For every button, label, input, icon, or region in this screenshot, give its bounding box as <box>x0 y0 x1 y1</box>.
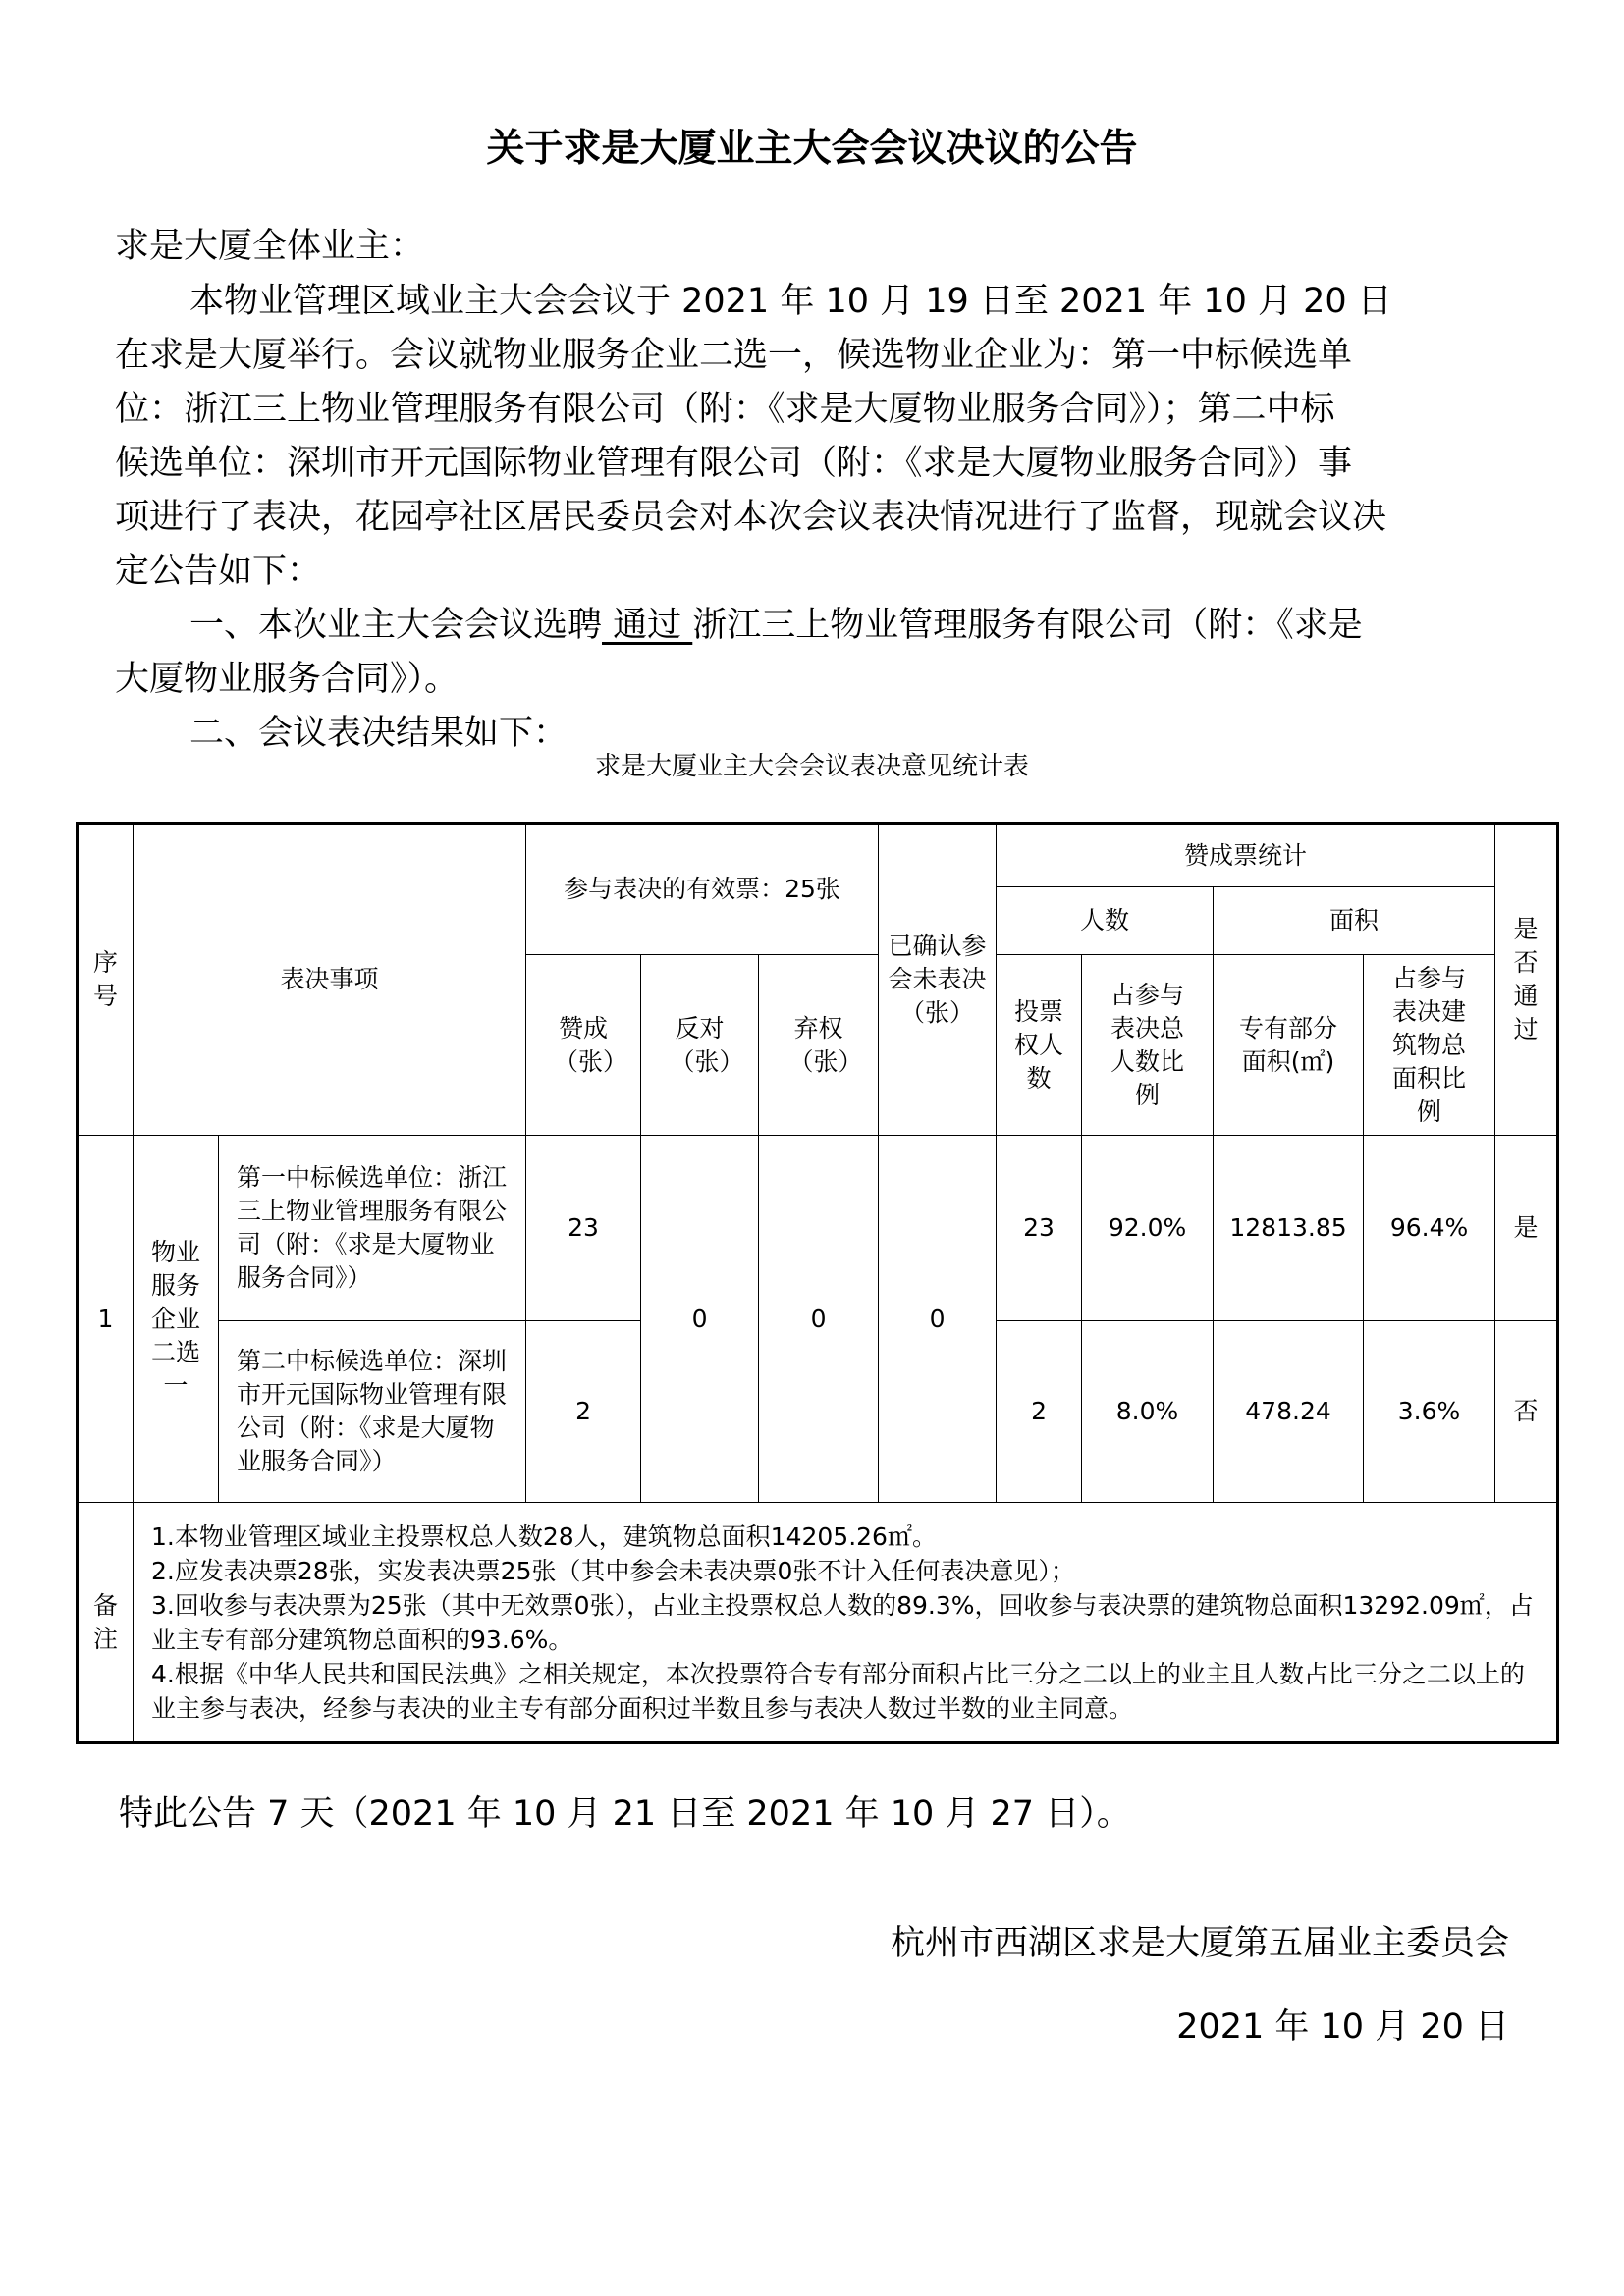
header-approval-stats: 赞成票统计 <box>997 824 1495 887</box>
exclusive-area-2: 478.24 <box>1214 1321 1364 1503</box>
abstain-value: 0 <box>759 1136 879 1503</box>
voters-1: 23 <box>997 1136 1082 1321</box>
candidate-2: 第二中标候选单位：深圳市开元国际物业管理有限公司（附：《求是大厦物业服务合同》） <box>219 1321 526 1503</box>
oppose-value: 0 <box>641 1136 759 1503</box>
header-exclusive-area: 专有部分面积(㎡) <box>1214 955 1364 1136</box>
header-approve: 赞成（张） <box>526 955 641 1136</box>
area-ratio-1: 96.4% <box>1364 1136 1495 1321</box>
header-passed: 是否通过 <box>1495 824 1558 1136</box>
passed-1: 是 <box>1495 1136 1558 1321</box>
passed-2: 否 <box>1495 1321 1558 1503</box>
paragraph-2-suffix: 浙江三上物业管理服务有限公司（附：《求是 <box>692 606 1363 645</box>
header-matter: 表决事项 <box>134 824 526 1136</box>
voter-ratio-2: 8.0% <box>1082 1321 1214 1503</box>
header-voter-ratio: 占参与表决总人数比例 <box>1082 955 1214 1136</box>
notes-label: 备注 <box>78 1503 134 1743</box>
candidate-1: 第一中标候选单位：浙江三上物业管理服务有限公司（附：《求是大厦物业服务合同》） <box>219 1136 526 1321</box>
vote-result-underlined: 通过 <box>602 606 693 645</box>
note-2: 2.应发表决票28张，实发表决票25张（其中参会未表决票0张不计入任何表决意见）； <box>151 1556 1075 1585</box>
absent-value: 0 <box>879 1136 997 1503</box>
table-caption: 求是大厦业主大会会议表决意见统计表 <box>594 752 1029 781</box>
salutation: 求是大厦全体业主： <box>115 227 425 266</box>
note-3: 3.回收参与表决票为25张（其中无效票0张），占业主投票权总人数的89.3%，回收参与表决票的建筑物总面积13292.09㎡，占业主专有部分建筑物总面积的93.6%。 <box>151 1590 1534 1654</box>
note-4: 4.根据《中华人民共和国民法典》之相关规定，本次投票符合专有部分面积占比三分之二以上的业主且人数占比三分之二以上的业主参与表决，经参与表决的业主专有部分面积过半数且参与表决人数过半数的业主同意。 <box>151 1659 1525 1723</box>
paragraph-2-line-1 <box>189 598 1363 647</box>
header-oppose: 反对（张） <box>641 955 759 1136</box>
category-cell: 物业服务企业二选一 <box>134 1136 219 1503</box>
table-row <box>78 1136 1558 1321</box>
header-people: 人数 <box>997 887 1214 955</box>
header-confirmed-absent: 已确认参会未表决（张） <box>879 824 997 1136</box>
paragraph-1-line-2: 在求是大厦举行。会议就物业服务企业二选一，候选物业企业为：第一中标候选单 <box>115 336 1353 375</box>
notes-row <box>78 1503 1558 1743</box>
area-ratio-2: 3.6% <box>1364 1321 1495 1503</box>
header-area: 面积 <box>1214 887 1495 955</box>
approve-1: 23 <box>526 1136 641 1321</box>
paragraph-3: 二、会议表决结果如下： <box>189 714 568 753</box>
announcement-period: 特此公告 7 天（2021 年 10 月 21 日至 2021 年 10 月 27 日）。 <box>119 1794 1131 1834</box>
paragraph-1-line-4: 候选单位：深圳市开元国际物业管理有限公司（附：《求是大厦物业服务合同》）事 <box>115 444 1353 483</box>
voters-2: 2 <box>997 1321 1082 1503</box>
vote-statistics-table <box>76 822 1559 1744</box>
paragraph-1-line-3: 位：浙江三上物业管理服务有限公司（附：《求是大厦物业服务合同》）；第二中标 <box>115 390 1335 429</box>
header-abstain: 弃权（张） <box>759 955 879 1136</box>
notes-cell <box>134 1503 1558 1743</box>
paragraph-1-line-1: 本物业管理区域业主大会会议于 2021 年 10 月 19 日至 2021 年 10 月 20 日 <box>189 282 1392 321</box>
voter-ratio-1: 92.0% <box>1082 1136 1214 1321</box>
paragraph-1-line-5: 项进行了表决，花园亭社区居民委员会对本次会议表决情况进行了监督，现就会议决 <box>115 498 1387 537</box>
paragraph-1-line-6: 定公告如下： <box>115 552 322 591</box>
page-title: 关于求是大厦业主大会会议决议的公告 <box>486 127 1138 171</box>
header-voters: 投票权人数 <box>997 955 1082 1136</box>
signature-date: 2021 年 10 月 20 日 <box>1176 2007 1509 2047</box>
exclusive-area-1: 12813.85 <box>1214 1136 1364 1321</box>
header-seq: 序号 <box>78 824 134 1136</box>
header-valid-votes: 参与表决的有效票：25张 <box>526 824 879 955</box>
paragraph-2-prefix: 一、本次业主大会会议选聘 <box>189 606 603 645</box>
paragraph-2-line-2: 大厦物业服务合同》）。 <box>115 660 460 699</box>
seq-value: 1 <box>78 1136 134 1503</box>
approve-2: 2 <box>526 1321 641 1503</box>
header-area-ratio: 占参与表决建筑物总面积比例 <box>1364 955 1495 1136</box>
note-1: 1.本物业管理区域业主投票权总人数28人，建筑物总面积14205.26㎡。 <box>151 1522 937 1551</box>
signature-org: 杭州市西湖区求是大厦第五届业主委员会 <box>890 1924 1509 1963</box>
